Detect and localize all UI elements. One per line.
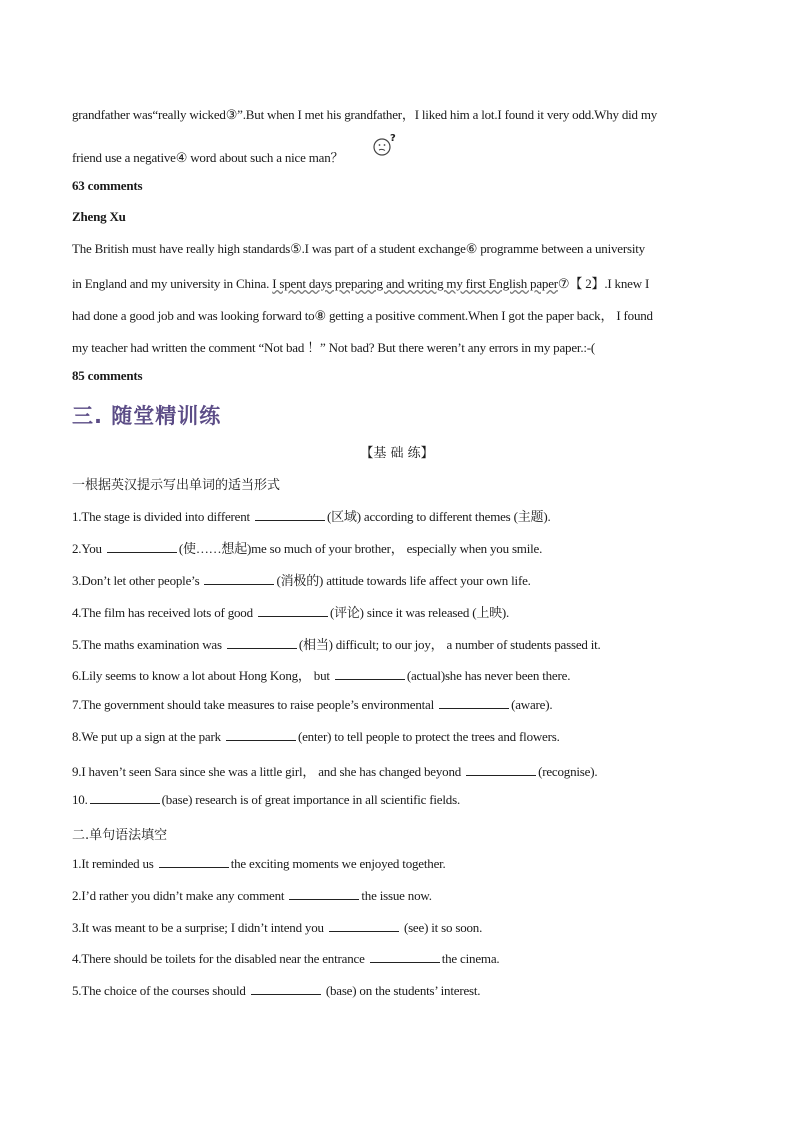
exercise-item: 4.There should be toilets for the disabled near the entrance the cinema.	[72, 951, 500, 966]
author-name: Zheng Xu	[72, 209, 126, 224]
exercise-item: 1.The stage is divided into different (区域) according to different themes (主题).	[72, 509, 551, 524]
answer-blank[interactable]	[258, 605, 328, 617]
passage-text: friend use a negative④ word about such a nice man？	[72, 150, 344, 165]
part-heading: 二.单句语法填空	[72, 828, 168, 843]
comment-count: 85 comments	[72, 368, 143, 383]
passage-line: my teacher had written the comment “Not bad ！” Not bad? But there weren’t any errors in my paper.:-(	[72, 340, 596, 355]
underlined-sentence: I spent days preparing and writing my first English paper	[272, 276, 558, 291]
exercise-item: 5.The maths examination was (相当) difficult; to our joy， a number of students passed it.	[72, 637, 601, 652]
part-heading: 一根据英汉提示写出单词的适当形式	[72, 478, 281, 493]
exercise-item: 3.Don’t let other people’s (消极的) attitude towards life affect your own life.	[72, 573, 531, 588]
answer-blank[interactable]	[439, 697, 509, 709]
passage-line: had done a good job and was looking forward to⑧ getting a positive comment.When I got the paper back， I found	[72, 308, 653, 323]
passage-text: in England and my university in China.	[72, 276, 273, 291]
section-subtitle: 【基 础 练】	[360, 446, 434, 461]
answer-blank[interactable]	[251, 983, 321, 995]
exercise-item: 5.The choice of the courses should (base) on the students’ interest.	[72, 983, 481, 998]
exercise-item: 10. (base) research is of great importance in all scientific fields.	[72, 792, 460, 807]
answer-blank[interactable]	[255, 509, 325, 521]
confused-face-icon	[372, 133, 396, 157]
exercise-item: 7.The government should take measures to raise people’s environmental (aware).	[72, 697, 553, 712]
exercise-item: 2.You (使……想起)me so much of your brother， especially when you smile.	[72, 541, 543, 556]
passage-line	[72, 273, 649, 292]
exercise-item: 9.I haven’t seen Sara since she was a little girl， and she has changed beyond (recognise).	[72, 764, 598, 779]
exercise-item: 6.Lily seems to know a lot about Hong Kong， but (actual)she has never been there.	[72, 668, 571, 683]
exercise-item: 2.I’d rather you didn’t make any comment the issue now.	[72, 888, 432, 903]
answer-blank[interactable]	[227, 637, 297, 649]
answer-blank[interactable]	[159, 856, 229, 868]
exercise-item: 3.It was meant to be a surprise; I didn’t intend you (see) it so soon.	[72, 920, 483, 935]
exercise-item: 4.The film has received lots of good (评论) since it was released (上映).	[72, 605, 510, 620]
answer-blank[interactable]	[226, 729, 296, 741]
exercise-item: 1.It reminded us the exciting moments we enjoyed together.	[72, 856, 446, 871]
passage-line: grandfather was“really wicked③”.But when I met his grandfather，I liked him a lot.I found it very odd.Why did my	[72, 107, 658, 122]
answer-blank[interactable]	[204, 573, 274, 585]
passage-text: ⑦【 2】.I knew I	[557, 276, 650, 291]
answer-blank[interactable]	[107, 541, 177, 553]
svg-text:?: ?	[390, 133, 396, 144]
section-title: 三. 随堂精训练	[72, 404, 222, 428]
answer-blank[interactable]	[466, 764, 536, 776]
passage-line	[72, 147, 343, 166]
answer-blank[interactable]	[289, 888, 359, 900]
answer-blank[interactable]	[335, 668, 405, 680]
exercise-item: 8.We put up a sign at the park (enter) to tell people to protect the trees and flowers.	[72, 729, 560, 744]
answer-blank[interactable]	[90, 792, 160, 804]
passage-line: The British must have really high standards⑤.I was part of a student exchange⑥ programme between a university	[72, 241, 645, 256]
comment-count: 63 comments	[72, 178, 143, 193]
answer-blank[interactable]	[370, 951, 440, 963]
answer-blank[interactable]	[329, 920, 399, 932]
